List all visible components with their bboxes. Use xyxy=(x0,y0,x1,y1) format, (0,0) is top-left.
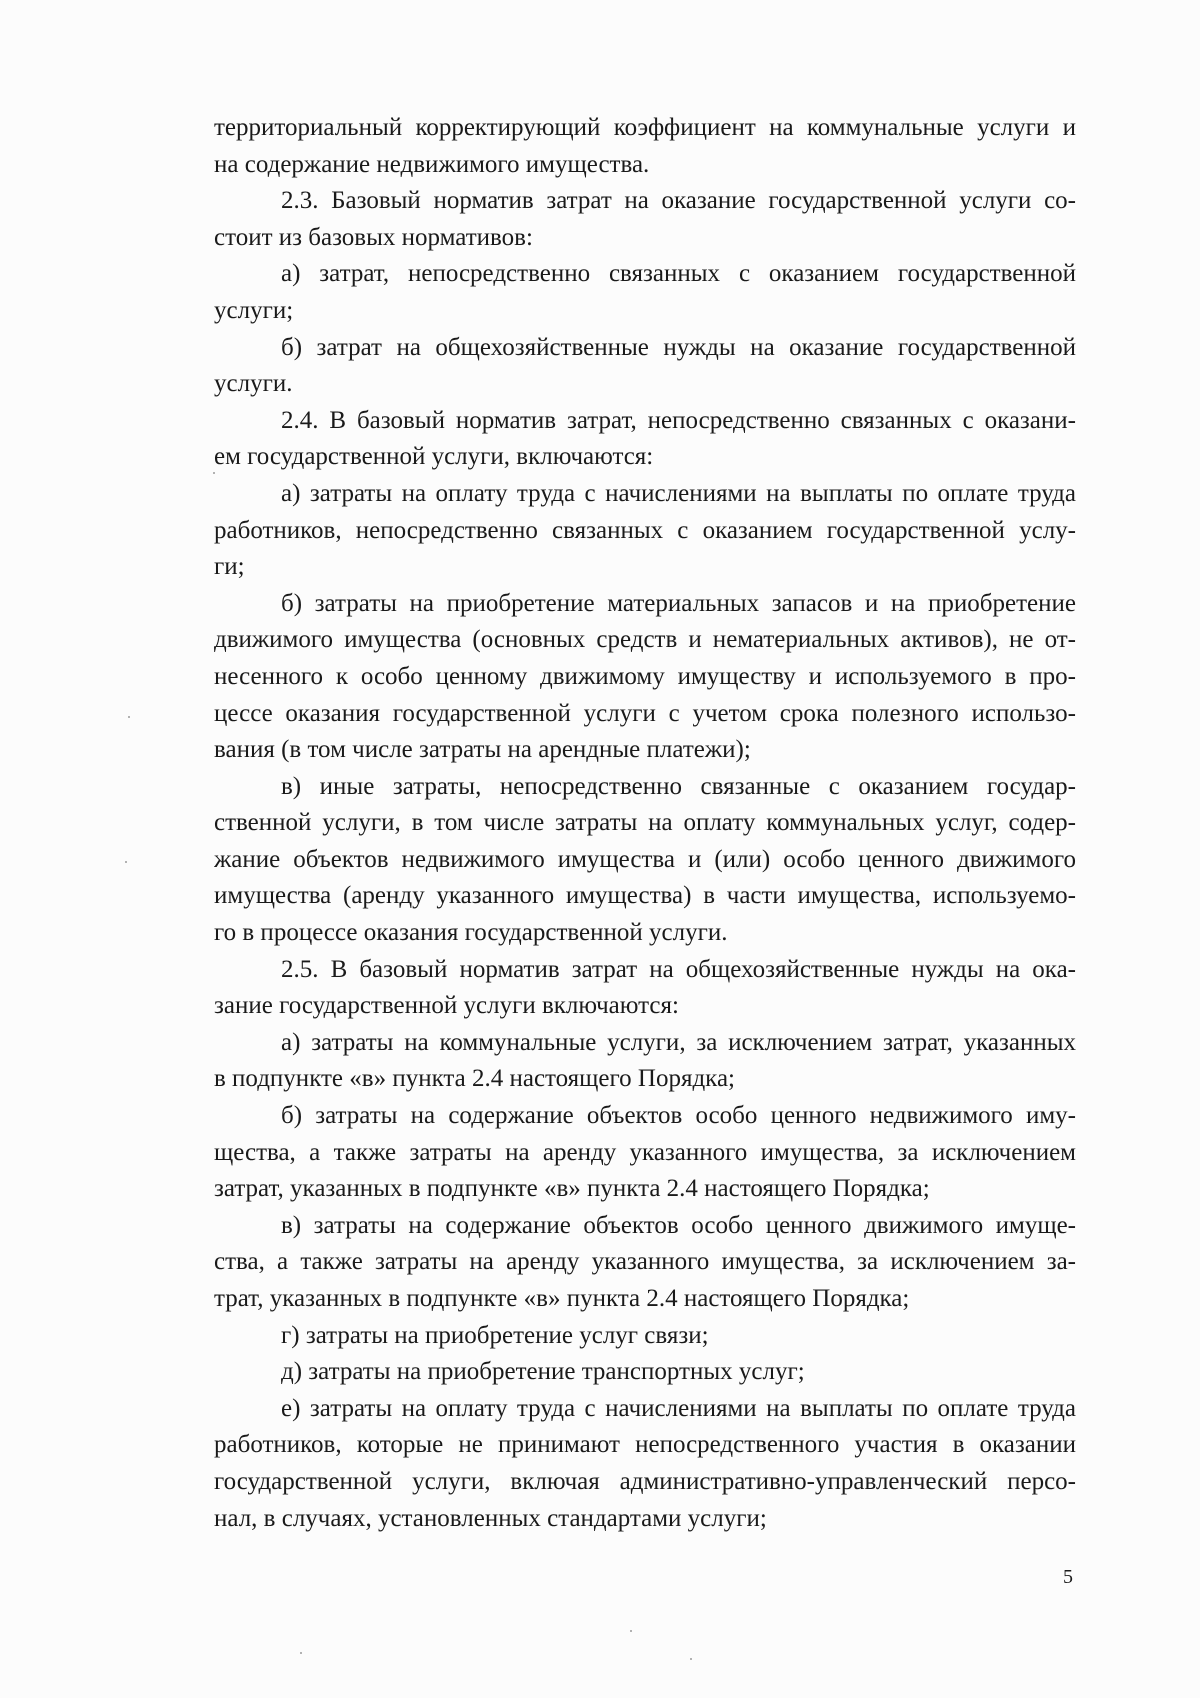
text-line: имущества (аренду указанного имущества) в части имущества, используемо- xyxy=(214,882,1076,910)
paragraph xyxy=(214,1098,1076,1208)
text-line: услуги. xyxy=(214,370,293,398)
text-line: услуги; xyxy=(214,296,294,324)
paragraph xyxy=(214,183,1076,256)
text-line: 2.4. В базовый норматив затрат, непосредственно связанных с оказани- xyxy=(281,406,1076,434)
text-line: а) затраты на коммунальные услуги, за исключением затрат, указанных xyxy=(281,1028,1076,1056)
text-line: е) затраты на оплату труда с начислениями на выплаты по оплате труда xyxy=(281,1394,1076,1422)
text-line: ем государственной услуги, включаются: xyxy=(214,443,654,471)
scan-speck xyxy=(300,1652,302,1654)
page-number: 5 xyxy=(1063,1566,1073,1588)
paragraph xyxy=(214,952,1076,1025)
paragraph xyxy=(214,110,1076,183)
text-line: трат, указанных в подпункте «в» пункта 2.4 настоящего Порядка; xyxy=(214,1285,910,1312)
scan-speck xyxy=(213,472,215,474)
text-line: б) затраты на приобретение материальных запасов и на приобретение xyxy=(281,589,1076,617)
text-line: на содержание недвижимого имущества. xyxy=(214,150,650,178)
paragraph xyxy=(214,403,1076,476)
paragraph xyxy=(214,1391,1076,1537)
text-line: в) затраты на содержание объектов особо ценного движимого имуще- xyxy=(281,1211,1076,1239)
text-line: движимого имущества (основных средств и нематериальных активов), не от- xyxy=(214,626,1076,654)
text-line: работников, которые не принимают непосредственного участия в оказании xyxy=(214,1431,1076,1459)
text-line: в подпункте «в» пункта 2.4 настоящего Порядка; xyxy=(214,1065,735,1093)
text-line: нал, в случаях, установленных стандартами услуги; xyxy=(214,1504,767,1532)
text-line: государственной услуги, включая административно-управленческий персо- xyxy=(214,1467,1076,1495)
text-line: д) затраты на приобретение транспортных услуг; xyxy=(281,1358,805,1386)
paragraph xyxy=(214,1025,1076,1098)
text-line: г) затраты на приобретение услуг связи; xyxy=(281,1321,709,1349)
paragraph xyxy=(214,1318,1076,1355)
text-line: вания (в том числе затраты на арендные платежи); xyxy=(214,736,751,764)
text-line: жание объектов недвижимого имущества и (или) особо ценного движимого xyxy=(214,845,1076,873)
text-line: б) затраты на содержание объектов особо ценного недвижимого иму- xyxy=(281,1102,1076,1130)
text-line: б) затрат на общехозяйственные нужды на оказание государственной xyxy=(281,333,1076,361)
text-line: а) затрат, непосредственно связанных с оказанием государственной xyxy=(281,260,1076,288)
text-line: а) затраты на оплату труда с начислениями на выплаты по оплате труда xyxy=(281,479,1076,507)
paragraph xyxy=(214,769,1076,952)
scan-speck xyxy=(125,861,127,863)
text-line: ственной услуги, в том числе затраты на оплату коммунальных услуг, содер- xyxy=(214,809,1076,837)
text-line: ства, а также затраты на аренду указанного имущества, за исключением за- xyxy=(214,1248,1076,1276)
scan-speck xyxy=(630,1630,632,1632)
scan-speck xyxy=(690,1658,692,1660)
document-body xyxy=(214,110,1076,1537)
text-line: работников, непосредственно связанных с оказанием государственной услу- xyxy=(214,516,1076,544)
text-line: 2.3. Базовый норматив затрат на оказание государственной услуги со- xyxy=(281,187,1076,215)
paragraph xyxy=(214,586,1076,769)
text-line: зание государственной услуги включаются: xyxy=(214,992,679,1020)
text-line: 2.5. В базовый норматив затрат на общехозяйственные нужды на ока- xyxy=(281,955,1076,983)
text-line: го в процессе оказания государственной услуги. xyxy=(214,919,728,947)
text-line: щества, а также затраты на аренду указанного имущества, за исключением xyxy=(214,1138,1076,1166)
scan-speck xyxy=(128,716,130,718)
text-line: ги; xyxy=(214,553,245,581)
text-line: несенного к особо ценному движимому имуществу и используемого в про- xyxy=(214,662,1076,690)
text-line: затрат, указанных в подпункте «в» пункта 2.4 настоящего Порядка; xyxy=(214,1175,930,1203)
paragraph xyxy=(214,476,1076,586)
text-line: территориальный корректирующий коэффициент на коммунальные услуги и xyxy=(214,114,1076,141)
text-line: стоит из базовых нормативов: xyxy=(214,223,533,251)
text-line: цессе оказания государственной услуги с учетом срока полезного использо- xyxy=(214,699,1076,727)
text-line: в) иные затраты, непосредственно связанные с оказанием государ- xyxy=(281,772,1076,800)
paragraph xyxy=(214,1354,1076,1391)
paragraph xyxy=(214,330,1076,403)
paragraph xyxy=(214,1208,1076,1318)
paragraph xyxy=(214,256,1076,329)
